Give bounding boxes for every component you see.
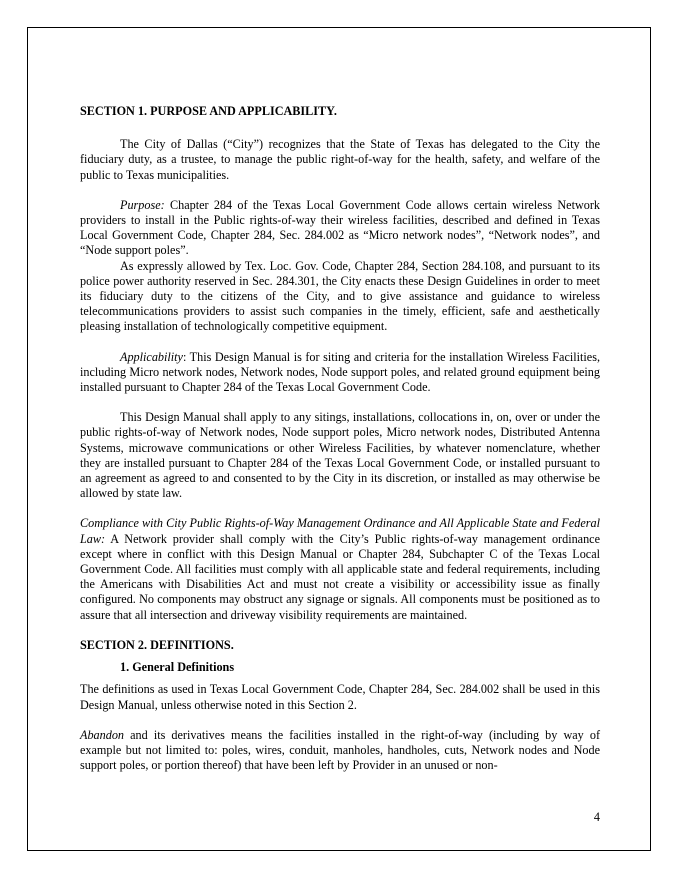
abandon-definition [80,728,600,774]
compliance-paragraph [80,516,600,622]
general-definitions-heading: 1. General Definitions [120,660,235,675]
purpose-paragraph [80,198,600,259]
applicability-paragraph [80,350,600,396]
abandon-text: and its derivatives means the facilities installed in the right-of-way (including by way of example but not limited to: poles, wires, conduit, manholes, handholes, cuts, Network nodes and Node support poles, or portion thereof) that have been left by Provider in an unused or non- [80,727,600,773]
authority-paragraph: As expressly allowed by Tex. Loc. Gov. Code, Chapter 284, Section 284.108, and pursuant to its police power authority reserved in Sec. 284.301, the City enacts these Design Guidelines in order to meet its fiduciary duty to the citizens of the City, and to give assistance and guidance to wireless telecommunications providers to assist such companies in the timely, efficient, safe and aesthetically pleasing installation of technologically competitive equipment. [80,258,600,334]
purpose-label: Purpose: [120,197,165,212]
purpose-text: Chapter 284 of the Texas Local Government Code allows certain wireless Network providers to install in the Public rights-of-way their wireless facilities, described and defined in Texas Local Government Code, Chapter 284, Sec. 284.002 as “Micro network nodes”, “Network nodes”, and “Node support poles”. [80,197,600,258]
compliance-label: Compliance with City Public Rights-of-Way Management Ordinance and All Applicable State and Federal Law: [80,516,600,546]
scope-paragraph: This Design Manual shall apply to any sitings, installations, collocations in, on, over or under the public rights-of-way of Network nodes, Node support poles, Micro network nodes, Distributed Antenna Systems, microwave communications or other Wireless Facilities, by whatever nomenclature, whether they are installed pursuant to Chapter 284 of the Texas Local Government Code, or installed pursuant to an agreement as agreed to and consented to by the City in its discretion, or installed as may otherwise be allowed by state law. [80,410,600,501]
document-body [80,104,600,773]
definitions-intro: The definitions as used in Texas Local Government Code, Chapter 284, Sec. 284.002 shall be used in this Design Manual, unless otherwise noted in this Section 2. [80,682,600,712]
section-2-heading: SECTION 2. DEFINITIONS. [80,637,234,652]
intro-paragraph: The City of Dallas (“City”) recognizes that the State of Texas has delegated to the City the fiduciary duty, as a trustee, to manage the public right-of-way for the health, safety, and welfare of the public to Texas municipalities. [80,137,600,182]
compliance-text: A Network provider shall comply with the City’s Public rights-of-way management ordinance except where in conflict with this Design Manual or Chapter 284, Subchapter C of the Texas Local Government Code. All facilities must comply with all applicable state and federal requirements, including the Americans with Disabilities Act and must not create a visibility or accessibility issue as finally configured. No components may obstruct any signage or signals. All components must be positioned as to assure that all intersection and driveway visibility requirements are maintained. [80,531,600,622]
abandon-term: Abandon [80,727,125,742]
page-number: 4 [593,810,600,824]
applicability-text: : This Design Manual is for siting and criteria for the installation Wireless Facilities, including Micro network nodes, Network nodes, Node support poles, and related ground equipment being installed pursuant to Chapter 284 of the Texas Local Government Code. [80,349,600,395]
section-1-heading: SECTION 1. PURPOSE AND APPLICABILITY. [80,104,337,118]
applicability-label: Applicability [120,349,183,364]
